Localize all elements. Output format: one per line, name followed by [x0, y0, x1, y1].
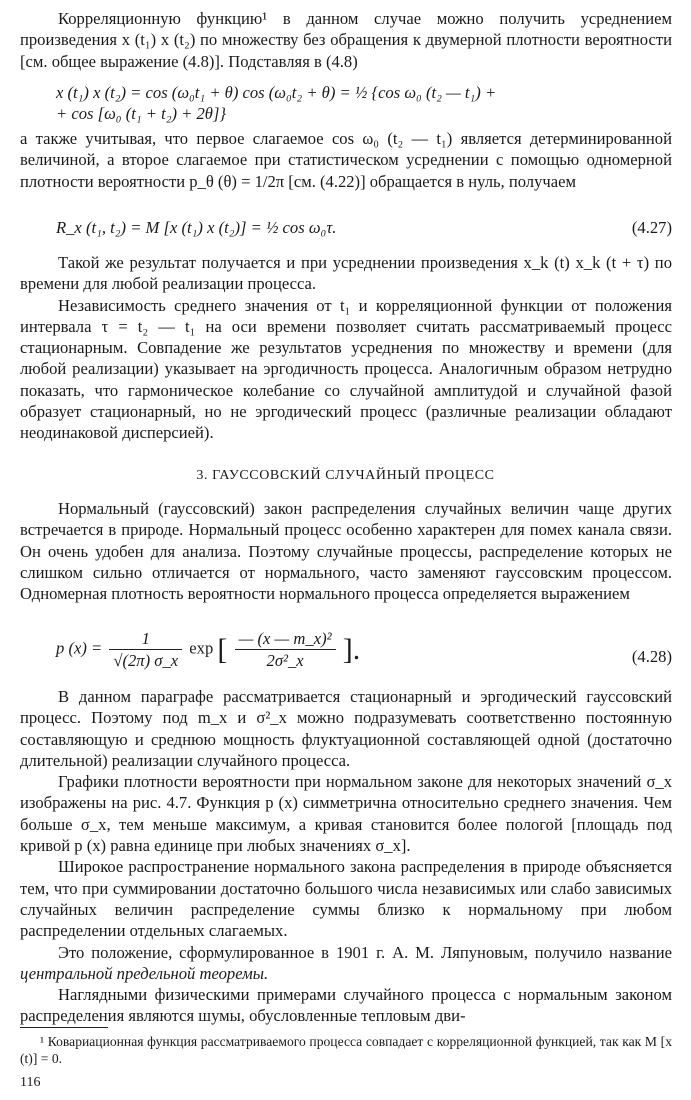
exp-label: exp	[189, 638, 214, 658]
paragraph-considering	[20, 128, 672, 192]
fraction-denominator: √(2π) σ_x	[113, 651, 179, 670]
paragraph-text	[20, 942, 672, 985]
paragraph-normal-law	[20, 498, 672, 604]
exponent-fraction	[235, 628, 336, 671]
footnote-separator	[20, 1027, 108, 1028]
equation-fraction	[109, 628, 182, 671]
footnote: ¹ Ковариационная функция рассматриваемого процесса совпадает с корреляционной функцией, так как M [x (t)] = 0.	[20, 1034, 672, 1066]
right-bracket: ].	[342, 633, 361, 666]
theorem-name: центральной предельной теоремы.	[20, 963, 269, 983]
exponent-numerator: — (x — m_x)²	[235, 628, 336, 650]
equation-number: (4.27)	[631, 218, 672, 237]
paragraph-text: Независимость среднего значения от t₁ и корреляционной функции от положения интервала τ = t₂ — t₁ на оси времени позволяет считать рассматриваемый процесс стационарным. Совпадение же результатов усреднения по множеству и времени (для любой реализации) указывает на эргодичность процесса. Аналогичным образом нетрудно показать, что гармоническое колебание со случайной амплитудой и случайной фазой образует стационарный, но не эргодический процесс (различные реализации обладают неодинаковой дисперсией).	[20, 295, 672, 443]
paragraph-block-gaussian	[20, 686, 672, 1027]
equation-line: x (t₁) x (t₂) = cos (ω₀t₁ + θ) cos (ω₀t₂ + θ) = ½ {cos ω₀ (t₂ — t₁) +	[56, 83, 497, 102]
section-heading: 3. ГАУССОВСКИЙ СЛУЧАЙНЫЙ ПРОЦЕСС	[196, 468, 495, 483]
equation-4-27	[56, 217, 672, 238]
equation-body: R_x (t₁, t₂) = M [x (t₁) x (t₂)] = ½ cos ω₀τ.	[56, 218, 337, 237]
page-number: 116	[20, 1075, 41, 1090]
paragraph-text: а также учитывая, что первое слагаемое cos ω₀ (t₂ — t₁) является детерминированной величиной, а второе слагаемое при статистическом усреднении с помощью одномерной плотности вероятности p_θ (θ) = 1/2π [см. (4.22)] обращается в нуль, получаем	[20, 129, 672, 191]
exponent-denominator: 2σ²_x	[266, 651, 304, 670]
paragraph-intro	[20, 8, 672, 72]
fraction-numerator: 1	[109, 628, 182, 650]
paragraph-text: Наглядными физическими примерами случайного процесса с нормальным законом распределения являются шумы, обусловленные тепловым дви-	[20, 985, 672, 1026]
paragraph-text: Корреляционную функцию¹ в данном случае можно получить усреднением произведения x (t₁) x (t₂) по множеству без обращения к двумерной плотности вероятности [см. общее выражение (4.8)]. Подставляя в (4.8)	[20, 9, 672, 71]
equation-product	[56, 82, 672, 124]
paragraph-block-stationary	[20, 252, 672, 444]
equation-4-28	[56, 628, 672, 671]
equation-number: (4.28)	[631, 647, 672, 666]
paragraph-text: Нормальный (гауссовский) закон распределения случайных величин чаще других встречается в природе. Нормальный процесс особенно характерен для помех канала связи. Он очень удобен для анализа. Поэтому случайные процессы, распределение которых не слишком сильно отличается от нормального, часто заменяют гауссовским процессом. Одномерная плотность вероятности нормального процесса определяется выражением	[20, 499, 672, 604]
left-bracket: [	[217, 633, 228, 666]
lyapunov-text: Это положение, сформулированное в 1901 г. А. М. Ляпуновым, получило название	[58, 942, 672, 962]
paragraph-text: Широкое распространение нормального закона распределения в природе объясняется тем, что при суммировании достаточно большого числа независимых или слабо зависимых случайных величин распределение суммы близко к нормальному при любом распределении отдельных слагаемых.	[20, 857, 672, 941]
paragraph-text: В данном параграфе рассматривается стационарный и эргодический гауссовский процесс. Поэтому под m_x и σ²_x можно подразумевать соответственно постоянную составляющую и среднюю мощность флуктуационной составляющей одной (достаточно длительной) реализации случайного процесса.	[20, 687, 672, 770]
paragraph-text: Графики плотности вероятности при нормальном законе для некоторых значений σ_x изображены на рис. 4.7. Функция p (x) симметрична относительно среднего значения. Чем больше σ_x, тем меньше максимум, а кривая становится более пологой [площадь под кривой p (x) равна единице при любых значениях σ_x].	[20, 772, 672, 856]
equation-line: + cos [ω₀ (t₁ + t₂) + 2θ]}	[56, 104, 227, 123]
equation-lhs: p (x) =	[56, 638, 103, 658]
paragraph-text: Такой же результат получается и при усреднении произведения x_k (t) x_k (t + τ) по времени для любой реализации процесса.	[20, 253, 672, 294]
